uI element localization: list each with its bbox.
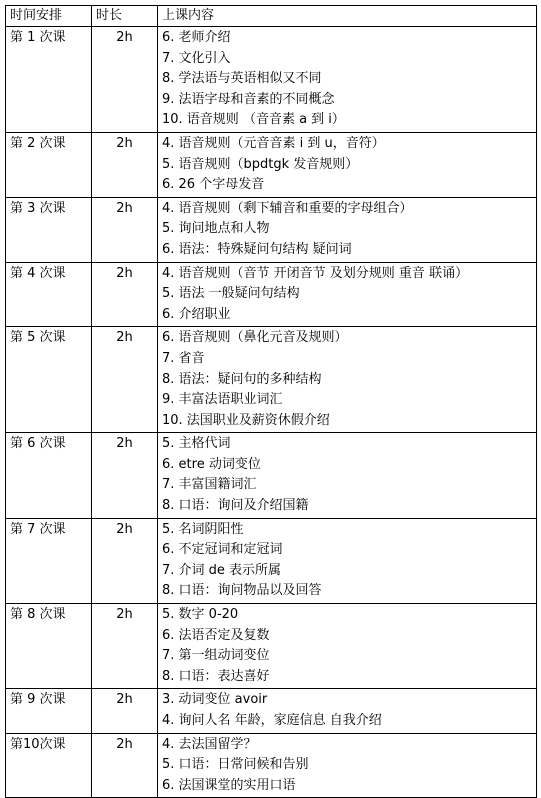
duration-cell: 2h: [92, 733, 158, 798]
content-cell: [158, 197, 537, 262]
content-cell: [158, 433, 537, 518]
content-item: 9. 丰富法语职业词汇: [162, 392, 283, 408]
table-row: [6, 733, 537, 798]
content-item: 7. 省音: [162, 350, 205, 366]
session-cell: 第 1 次课: [6, 27, 92, 133]
content-item: 8. 语法：疑问句的多种结构: [162, 371, 322, 387]
session-cell: 第 5 次课: [6, 327, 92, 433]
duration-cell: 2h: [92, 433, 158, 518]
content-item: 6. 语音规则（鼻化元音及规则）: [162, 330, 348, 346]
content-cell: [158, 604, 537, 689]
content-item: 9. 法语字母和音素的不同概念: [162, 91, 335, 107]
table-row: [6, 197, 537, 262]
content-cell: [158, 327, 537, 433]
duration-cell: 2h: [92, 262, 158, 327]
content-item: 5. 询问地点和人物: [162, 221, 270, 237]
content-item: 7. 文化引入: [162, 50, 231, 66]
duration-cell: 2h: [92, 689, 158, 733]
content-item: 6. 不定冠词和定冠词: [162, 542, 283, 558]
content-item: 5. 主格代词: [162, 436, 231, 452]
content-item: 8. 学法语与英语相似又不同: [162, 71, 322, 87]
content-item: 5. 口语：日常问候和告别: [162, 757, 309, 773]
content-item: 5. 数字 0-20: [162, 607, 239, 623]
content-item: 8. 口语：询问物品以及回答: [162, 583, 322, 599]
content-item: 10. 语音规则 （音音素 a 到 i）: [162, 112, 345, 128]
duration-cell: 2h: [92, 197, 158, 262]
session-cell: 第 2 次课: [6, 132, 92, 197]
content-item: 6. 语法：特殊疑问句结构 疑问词: [162, 241, 352, 257]
content-item: 4. 语音规则（音节 开闭音节 及划分规则 重音 联诵）: [162, 265, 469, 281]
header-content: 上课内容: [158, 6, 537, 27]
header-schedule: 时间安排: [6, 6, 92, 27]
session-cell: 第 7 次课: [6, 518, 92, 603]
content-item: 3. 动词变位 avoir: [162, 692, 268, 708]
content-item: 4. 语音规则（元音音素 i 到 u，音符）: [162, 135, 385, 151]
duration-cell: 2h: [92, 27, 158, 133]
table-row: [6, 518, 537, 603]
session-cell: 第 4 次课: [6, 262, 92, 327]
content-item: 5. 语音规则（bpdtgk 发音规则）: [162, 156, 359, 172]
header-duration: 时长: [92, 6, 158, 27]
course-schedule-table: [5, 5, 537, 798]
table-row: [6, 327, 537, 433]
session-cell: 第 9 次课: [6, 689, 92, 733]
content-item: 6. 26 个字母发音: [162, 177, 265, 193]
content-item: 5. 名词阴阳性: [162, 521, 244, 537]
duration-cell: 2h: [92, 327, 158, 433]
session-cell: 第 6 次课: [6, 433, 92, 518]
content-item: 7. 介词 de 表示所属: [162, 562, 282, 578]
table-row: [6, 262, 537, 327]
content-item: 6. 法国课堂的实用口语: [162, 777, 296, 793]
content-item: 6. 老师介绍: [162, 30, 231, 45]
content-cell: [158, 262, 537, 327]
duration-cell: 2h: [92, 604, 158, 689]
table-header-row: [6, 6, 537, 27]
session-cell: 第 3 次课: [6, 197, 92, 262]
table-row: [6, 604, 537, 689]
content-item: 5. 语法 一般疑问句结构: [162, 286, 300, 302]
content-item: 10. 法国职业及薪资休假介绍: [162, 412, 330, 428]
content-cell: [158, 518, 537, 603]
content-item: 8. 口语：表达喜好: [162, 668, 270, 684]
content-item: 4. 询问人名 年龄，家庭信息 自我介绍: [162, 713, 382, 728]
duration-cell: 2h: [92, 518, 158, 603]
session-cell: 第10次课: [6, 733, 92, 798]
content-cell: [158, 132, 537, 197]
content-item: 7. 丰富国籍词汇: [162, 477, 257, 493]
table-row: [6, 689, 537, 733]
content-item: 4. 去法国留学？: [162, 736, 257, 752]
duration-cell: 2h: [92, 132, 158, 197]
content-cell: [158, 689, 537, 733]
content-item: 6. 法语否定及复数: [162, 627, 270, 643]
table-row: [6, 27, 537, 133]
content-item: 6. etre 动词变位: [162, 456, 261, 472]
content-item: 4. 语音规则（剩下辅音和重要的字母组合）: [162, 200, 413, 216]
content-cell: [158, 733, 537, 798]
session-cell: 第 8 次课: [6, 604, 92, 689]
content-cell: [158, 27, 537, 133]
table-row: [6, 132, 537, 197]
content-item: 6. 介绍职业: [162, 306, 231, 322]
content-item: 7. 第一组动词变位: [162, 648, 270, 664]
table-row: [6, 433, 537, 518]
content-item: 8. 口语：询问及介绍国籍: [162, 498, 309, 514]
